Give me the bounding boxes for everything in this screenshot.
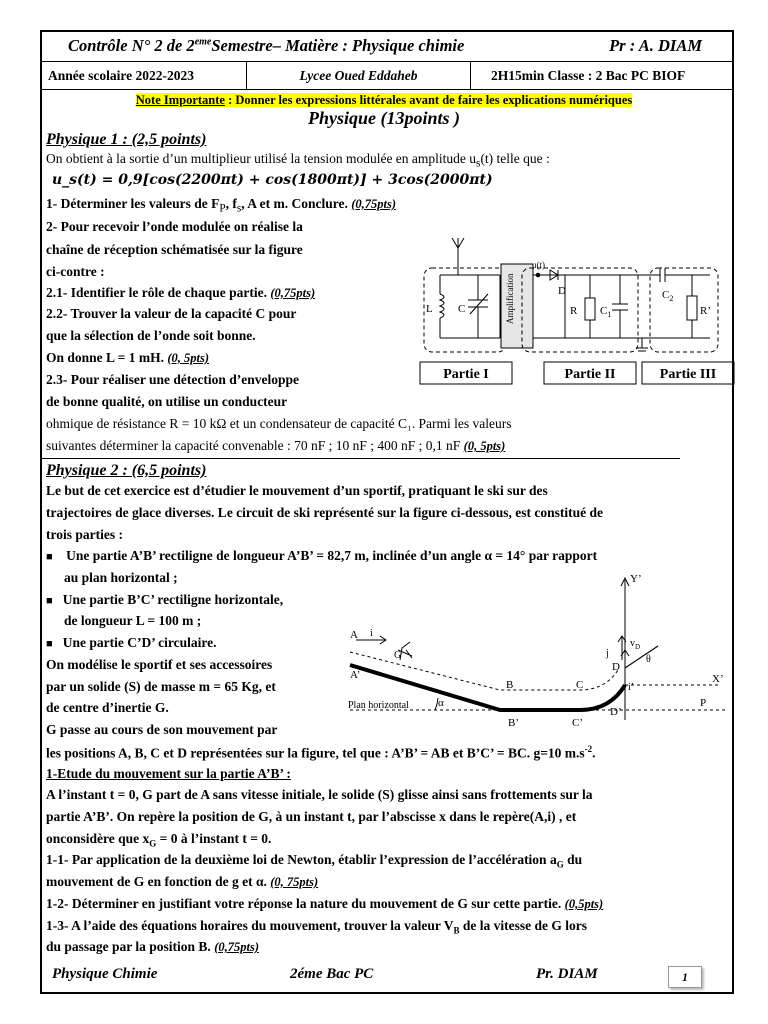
footer-subject: Physique Chimie [52, 966, 158, 982]
footer-teacher: Pr. DIAM [536, 966, 598, 982]
ex1-q23-l2: de bonne qualité, on utilise un conducteur [46, 394, 288, 409]
ex2-q13-l1: 1-3- A l’aide des équations horaires du mouvement, trouver la valeur $V_B$ de la vitesse de G lors [46, 918, 588, 936]
antenna-icon [452, 238, 464, 270]
ex2-l1: Le but de cet exercice est d’étudier le mouvement d’un sportif, pratiquant le ski sur des [46, 483, 548, 498]
school-year: Année scolaire 2022-2023 [42, 62, 247, 89]
important-note: Note Importante : Donner les expressions littérales avant de faire les explications numériques [135, 93, 633, 107]
amplification-label: Amplification [505, 273, 515, 324]
point-c-label: C [576, 679, 584, 691]
point-g-label: G [394, 650, 402, 661]
r2-label: R’ [700, 305, 711, 317]
ex2-s2: partie A’B’. On repère la position de G, à un instant t, par l’abscisse x dans le repère(A,i) , et [46, 809, 577, 824]
reception-circuit-diagram [410, 230, 760, 390]
inductor-label: L [426, 303, 433, 315]
vector-i2-label: i’ [628, 682, 635, 693]
header-row-1 [42, 32, 732, 62]
ex2-bullet-1: ■ Une partie A’B’ rectiligne de longueur A’B’ = 82,7 m, inclinée d’un angle α = 14° par rapport [46, 548, 598, 563]
ex1-title: Physique 1 : (2,5 points) [46, 131, 207, 148]
ex2-m3: de centre d’inertie G. [46, 700, 169, 715]
point-a1-label: A’ [350, 669, 361, 681]
page-number: 1 [668, 966, 702, 988]
ex2-bullet-1-cont: au plan horizontal ; [64, 570, 178, 585]
point-d1-label: D’ [610, 706, 622, 718]
ex1-q22-l1: 2.2- Trouver la valeur de la capacité C pour [46, 306, 297, 321]
part-3-label: Partie III [659, 367, 717, 382]
ex2-m1: On modélise le sportif et ses accessoires [46, 657, 273, 672]
ex1-q23-l3: ohmique de résistance R = 10 kΩ et un condensateur de capacité C₁. Parmi les valeurs [46, 416, 512, 431]
ex2-s1: A l’instant t = 0, G part de A sans vitesse initiale, le solide (S) glisse ainsi sans frottements sur la [46, 787, 593, 802]
point-p-label: P [700, 697, 707, 709]
point-b1-label: B’ [508, 717, 519, 729]
ex2-bullet-3: ■ Une partie C’D’ circulaire. [46, 635, 217, 650]
part-2-label: Partie II [564, 367, 616, 382]
ski-track-diagram [340, 570, 735, 740]
ex1-intro: On obtient à la sortie d’un multiplieur utilisé la tension modulée en amplitude $u_s(t)$ telle que : [46, 151, 550, 170]
ex2-l3: trois parties : [46, 527, 123, 542]
resistor-label: R [570, 305, 578, 317]
ex1-equation: u_s(t) = 0,9[cos(2200πt) + cos(1800πt)] + 3cos(2000πt) [52, 172, 493, 188]
ex1-q2-l2: chaîne de réception schématisée sur la figure [46, 242, 303, 257]
ex2-m5: les positions A, B, C et D représentées sur la figure, tel que : A’B’ = AB et B’C’ = BC. g=10 $m.s^{-2}$. [46, 744, 596, 761]
point-b-label: B [506, 679, 514, 691]
ex2-title: Physique 2 : (6,5 points) [46, 462, 207, 479]
point-a-label: A [350, 629, 358, 641]
axis-y-label: Y’ [630, 573, 642, 585]
ex2-q11-l2: mouvement de G en fonction de g et α. (0, 75pts) [46, 874, 319, 889]
exam-title: Contrôle N° 2 de 2emeSemestre– Matière : Physique chimie [68, 36, 465, 55]
c1-label: $C_1$ [600, 305, 612, 319]
ex2-q12: 1-2- Déterminer en justifiant votre réponse la nature du mouvement de G sur cette partie. (0,5pts) [46, 896, 604, 911]
section-title: Physique (13points ) [307, 108, 460, 128]
ex2-subtitle: 1-Etude du mouvement sur la partie A’B’ : [46, 766, 291, 781]
signal-label: u(t) [532, 260, 545, 270]
angle-alpha-label: α [438, 697, 444, 709]
capacitor-label: C [458, 303, 466, 315]
ex2-q11-l1: 1-1- Par application de la deuxième loi de Newton, établir l’expression de l’accélération $a_G$ du [46, 852, 583, 870]
angle-theta-label: θ [646, 654, 651, 665]
ex2-m2: par un solide (S) de masse m = 65 Kg, et [46, 679, 276, 694]
ex1-q23-l4: suivantes déterminer la capacité convenable : 70 nF ; 10 nF ; 400 nF ; 0,1 nF (0, 5pts) [46, 438, 506, 453]
part-1-label: Partie I [443, 367, 489, 382]
ex2-l2: trajectoires de glace diverses. Le circuit de ski représenté sur la figure ci-dessous, est constitué de [46, 505, 604, 520]
ex2-q13-l2: du passage par la position B. (0,75pts) [46, 939, 259, 954]
point-d-label: D [612, 661, 620, 673]
ex1-q2-l3: ci-contre : [46, 264, 105, 279]
c2-label: $C_2$ [662, 289, 674, 303]
duration-class: 2H15min Classe : 2 Bac PC BIOF [491, 67, 686, 83]
ex2-bullet-2: ■ Une partie B’C’ rectiligne horizontale, [46, 592, 284, 607]
footer-level: 2éme Bac PC [290, 966, 374, 982]
ex1-q21: 2.1- Identifier le rôle de chaque partie. (0,75pts) [46, 285, 316, 300]
header-row-2 [42, 62, 732, 90]
ex1-q22-l2: que la sélection de l’onde soit bonne. [46, 328, 256, 343]
axis-x-label: X’ [712, 673, 724, 685]
vd-label: $v_D$ [630, 638, 641, 651]
point-c1-label: C’ [572, 717, 583, 729]
vector-j-label: j [606, 648, 609, 659]
diode-label: D [558, 285, 566, 297]
author: Pr : A. DIAM [609, 36, 702, 55]
school-name: Lycee Oued Eddaheb [247, 62, 471, 89]
ex2-s3: onconsidère que $x_G = 0$ à l’instant t = 0. [46, 831, 272, 849]
separator [42, 458, 680, 459]
ex1-q23-l1: 2.3- Pour réaliser une détection d’enveloppe [46, 372, 299, 387]
horizontal-plane-label: Plan horizontal [348, 700, 409, 711]
vector-i-label: i [370, 628, 373, 639]
ex1-q2-l1: 2- Pour recevoir l’onde modulée on réalise la [46, 219, 303, 234]
ex2-m4: G passe au cours de son mouvement par [46, 722, 278, 737]
ex1-q22-l3: On donne L = 1 mH. (0, 5pts) [46, 350, 210, 365]
ex1-q1: 1- Déterminer les valeurs de $F_P$, $f_s$, A et m. Conclure. (0,75pts) [46, 196, 397, 215]
ex2-bullet-2-cont: de longueur L = 100 m ; [64, 613, 202, 628]
